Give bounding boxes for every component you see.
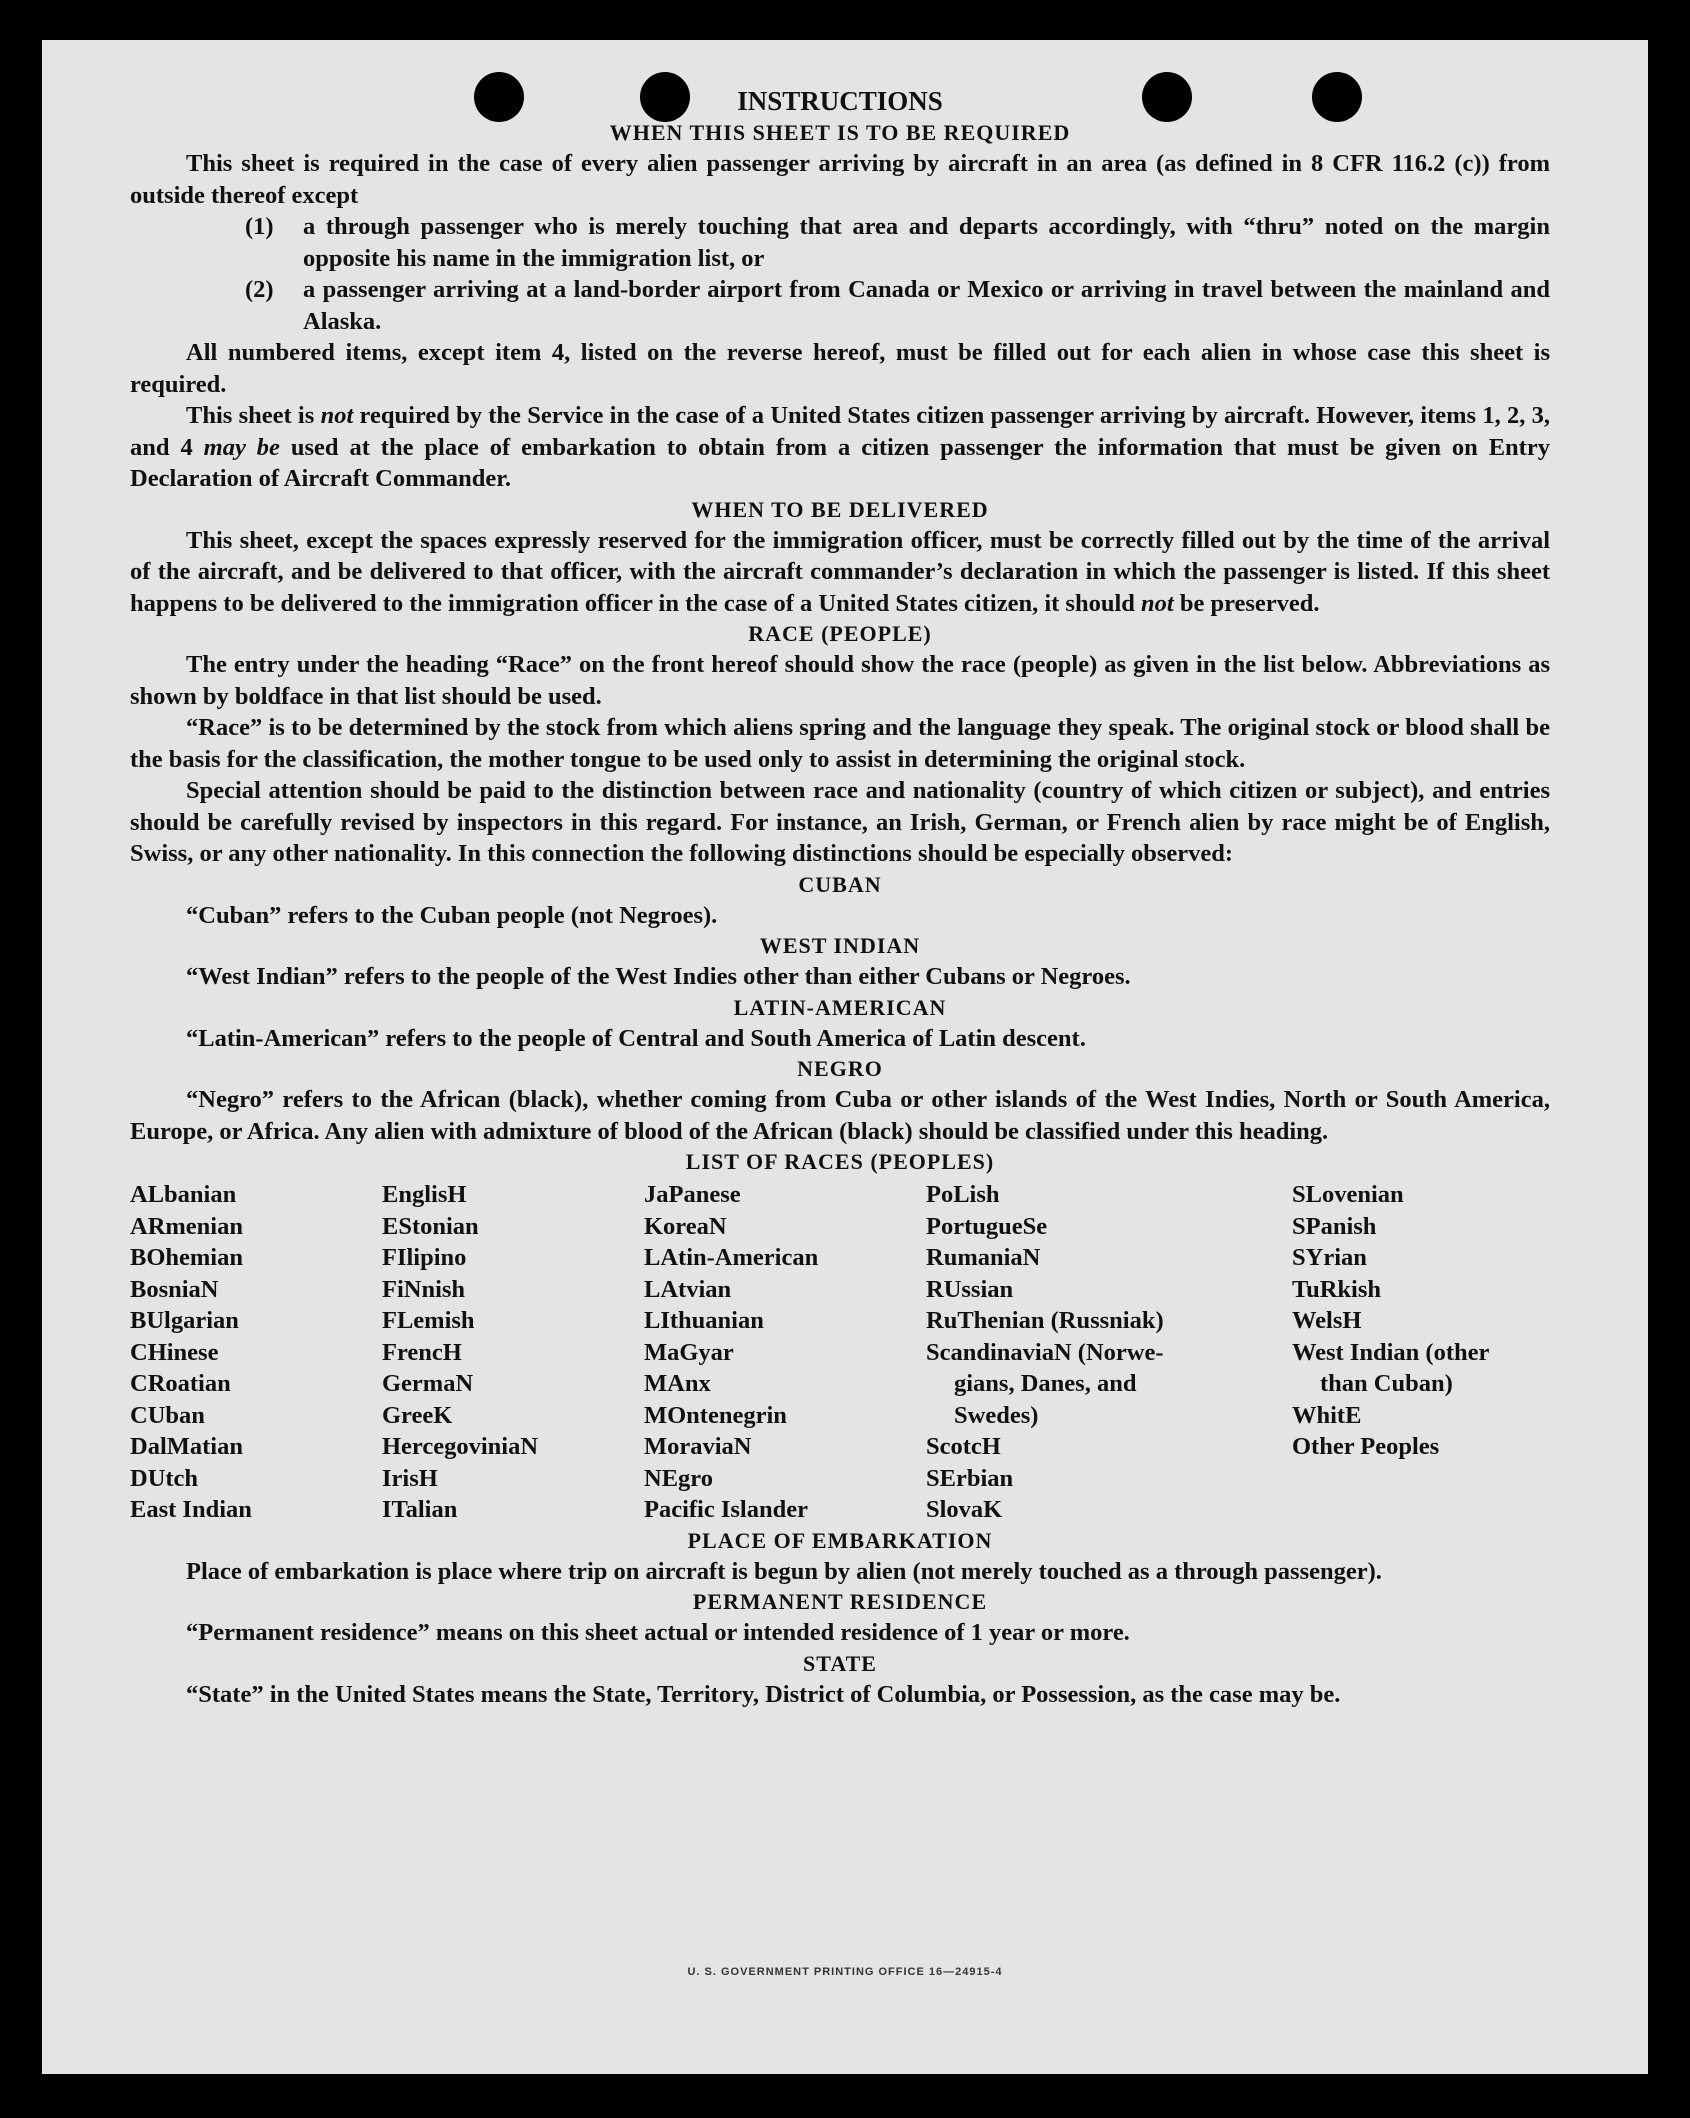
definition: “State” in the United States means the State, Territory, District of Columbia, or Possession, as the case may be. <box>186 1680 1341 1708</box>
paragraph: All numbered items, except item 4, listed on the reverse hereof, must be filled out for each alien in whose case this sheet is required. <box>130 339 1550 398</box>
race-entry: LAtin-American <box>644 1244 819 1271</box>
emphasis: not <box>1141 589 1174 617</box>
race-entry: ITalian <box>382 1496 458 1523</box>
race-entry: LAtvian <box>644 1275 732 1303</box>
race-entry: FIlipino <box>382 1244 467 1271</box>
definition: “Cuban” refers to the Cuban people (not Negroes). <box>186 901 718 929</box>
race-entry: than Cuban) <box>1320 1370 1453 1397</box>
item-text: a through passenger who is merely touching that area and departs accordingly, with “thru” noted on the margin opposite his name in the immigration list, or <box>303 213 1550 272</box>
race-entry: DalMatian <box>130 1433 243 1460</box>
section-heading-cuban: CUBAN <box>798 871 882 897</box>
race-column <box>130 1179 382 1526</box>
race-entry: BOhemian <box>130 1244 243 1271</box>
document-body <box>130 84 1550 1710</box>
race-entry: SLovenian <box>1292 1181 1404 1208</box>
section-heading-embarkation: PLACE OF EMBARKATION <box>687 1527 993 1553</box>
definition: Place of embarkation is place where trip on aircraft is begun by alien (not merely touched as a through passenger). <box>186 1557 1382 1585</box>
race-entry: LIthuanian <box>644 1307 764 1334</box>
race-entry: MAnx <box>644 1370 711 1397</box>
emphasis: may be <box>203 433 280 461</box>
race-entry: ScandinaviaN (Norwe- <box>926 1338 1164 1366</box>
section-heading-west-indian: WEST INDIAN <box>759 933 921 958</box>
definition: “Negro” refers to the African (black), whether coming from Cuba or other islands of the West Indies, North or South America, Europe, or Africa. Any alien with admixture of blood of the African (black) should be classified under this heading. <box>130 1086 1550 1145</box>
race-entry: gians, Danes, and <box>954 1370 1137 1397</box>
race-entry: MoraviaN <box>644 1433 752 1460</box>
race-entry: ScotcH <box>926 1433 1001 1460</box>
section-heading-negro: NEGRO <box>797 1056 883 1081</box>
exception-item-1 <box>130 211 1550 274</box>
item-number: (1) <box>245 213 274 240</box>
race-entry: RUssian <box>926 1275 1014 1303</box>
race-entry: IrisH <box>382 1464 438 1492</box>
race-entry: WelsH <box>1292 1307 1362 1334</box>
race-entry: Pacific Islander <box>644 1496 808 1523</box>
race-entry: EnglisH <box>382 1181 467 1208</box>
race-entry: East Indian <box>130 1496 252 1523</box>
race-entry: ALbanian <box>130 1181 237 1208</box>
race-entry: GermaN <box>382 1370 474 1397</box>
section-heading-residence: PERMANENT RESIDENCE <box>692 1589 988 1614</box>
race-entry: SlovaK <box>926 1496 1003 1523</box>
race-entry: SErbian <box>926 1464 1014 1492</box>
race-entry: PortugueSe <box>926 1212 1048 1240</box>
exception-item-2 <box>130 274 1550 337</box>
race-entry: BUlgarian <box>130 1307 239 1334</box>
section-heading-when-required: WHEN THIS SHEET IS TO BE REQUIRED <box>609 120 1071 145</box>
race-column <box>382 1179 644 1526</box>
race-entry: KoreaN <box>644 1212 727 1240</box>
text-run: This sheet, except the spaces expressly reserved for the immigration officer, must be correctly filled out by the time of the arrival of the aircraft, and be delivered to that officer, with the aircraft commander’s declaration in which the passenger is listed. If this sheet happens to be delivered to the immigration officer in the case of a United States citizen, it should <box>130 526 1550 617</box>
paragraph <box>130 400 1550 495</box>
section-heading-when-delivered: WHEN TO BE DELIVERED <box>691 496 989 522</box>
race-entry: RuThenian (Russniak) <box>926 1307 1164 1334</box>
race-entry: WhitE <box>1292 1401 1362 1429</box>
race-entry: FrencH <box>382 1338 462 1366</box>
race-entry: CRoatian <box>130 1370 231 1397</box>
item-text: a passenger arriving at a land-border airport from Canada or Mexico or arriving in travel between the mainland and Alaska. <box>303 276 1550 335</box>
emphasis: not <box>320 402 354 429</box>
race-list <box>130 1179 1550 1526</box>
race-entry: NEgro <box>644 1464 713 1492</box>
paragraph: “Race” is to be determined by the stock from which aliens spring and the language they speak. The original stock or blood shall be the basis for the classification, the mother tongue to be used only to assist in determining the original stock. <box>130 714 1550 773</box>
race-entry: MaGyar <box>644 1338 734 1366</box>
race-entry: SYrian <box>1292 1244 1367 1271</box>
race-column <box>926 1179 1292 1526</box>
text-run: used at the place of embarkation to obtain from a citizen passenger the information that must be given on Entry Declaration of Aircraft Commander. <box>130 433 1550 492</box>
race-entry: Swedes) <box>954 1401 1039 1429</box>
race-column <box>644 1179 926 1526</box>
section-heading-state: STATE <box>803 1650 877 1676</box>
race-entry: TuRkish <box>1292 1275 1382 1303</box>
section-heading-latin-american: LATIN-AMERICAN <box>733 994 947 1020</box>
race-entry: JaPanese <box>644 1181 741 1208</box>
race-entry: MOntenegrin <box>644 1401 787 1429</box>
section-heading-race: RACE (PEOPLE) <box>748 621 932 646</box>
paragraph: This sheet is required in the case of every alien passenger arriving by aircraft in an area (as defined in 8 CFR 116.2 (c)) from outside thereof except <box>130 150 1550 209</box>
text-run: be preserved. <box>1173 589 1320 617</box>
race-entry: Other Peoples <box>1292 1433 1440 1460</box>
definition: “West Indian” refers to the people of the West Indies other than either Cubans or Negroes. <box>186 963 1131 990</box>
race-entry: RumaniaN <box>926 1244 1041 1271</box>
text-run: required by the Service in the case of a United States citizen passenger arriving by aircraft. However, items 1, 2, 3, and 4 <box>130 402 1551 461</box>
paragraph: The entry under the heading “Race” on the front hereof should show the race (people) as given in the list below. Abbreviations as shown by boldface in that list should be used. <box>130 651 1550 710</box>
race-entry: FiNnish <box>382 1275 466 1303</box>
race-column <box>1292 1179 1550 1526</box>
race-entry: FLemish <box>382 1307 475 1334</box>
document-page <box>42 40 1648 2074</box>
item-number: (2) <box>245 276 274 303</box>
race-entry: CUban <box>130 1401 205 1429</box>
paragraph: Special attention should be paid to the distinction between race and nationality (country of which citizen or subject), and entries should be carefully revised by inspectors in this regard. For instance, an Irish, German, or French alien by race might be of English, Swiss, or any other nationality. In this connection the following distinctions should be especially observed: <box>130 777 1550 867</box>
definition: “Latin-American” refers to the people of Central and South America of Latin descent. <box>186 1024 1086 1052</box>
race-entry: West Indian (other <box>1292 1338 1490 1366</box>
race-entry: ARmenian <box>130 1212 243 1240</box>
printer-imprint: U. S. GOVERNMENT PRINTING OFFICE 16—24915-4 <box>687 1966 1003 1978</box>
race-entry: DUtch <box>130 1464 199 1492</box>
section-heading-list-of-races: LIST OF RACES (PEOPLES) <box>685 1149 995 1174</box>
race-entry: SPanish <box>1292 1212 1377 1240</box>
race-entry: EStonian <box>382 1212 479 1240</box>
race-entry: GreeK <box>382 1401 453 1429</box>
definition: “Permanent residence” means on this sheet actual or intended residence of 1 year or more. <box>186 1619 1130 1646</box>
race-entry: HercegoviniaN <box>382 1433 539 1460</box>
paragraph <box>130 525 1550 620</box>
page-title: INSTRUCTIONS <box>737 86 943 116</box>
race-entry: BosniaN <box>130 1275 219 1303</box>
race-entry: CHinese <box>130 1338 219 1366</box>
text-run: This sheet is <box>186 402 321 429</box>
race-entry: PoLish <box>926 1181 1000 1208</box>
